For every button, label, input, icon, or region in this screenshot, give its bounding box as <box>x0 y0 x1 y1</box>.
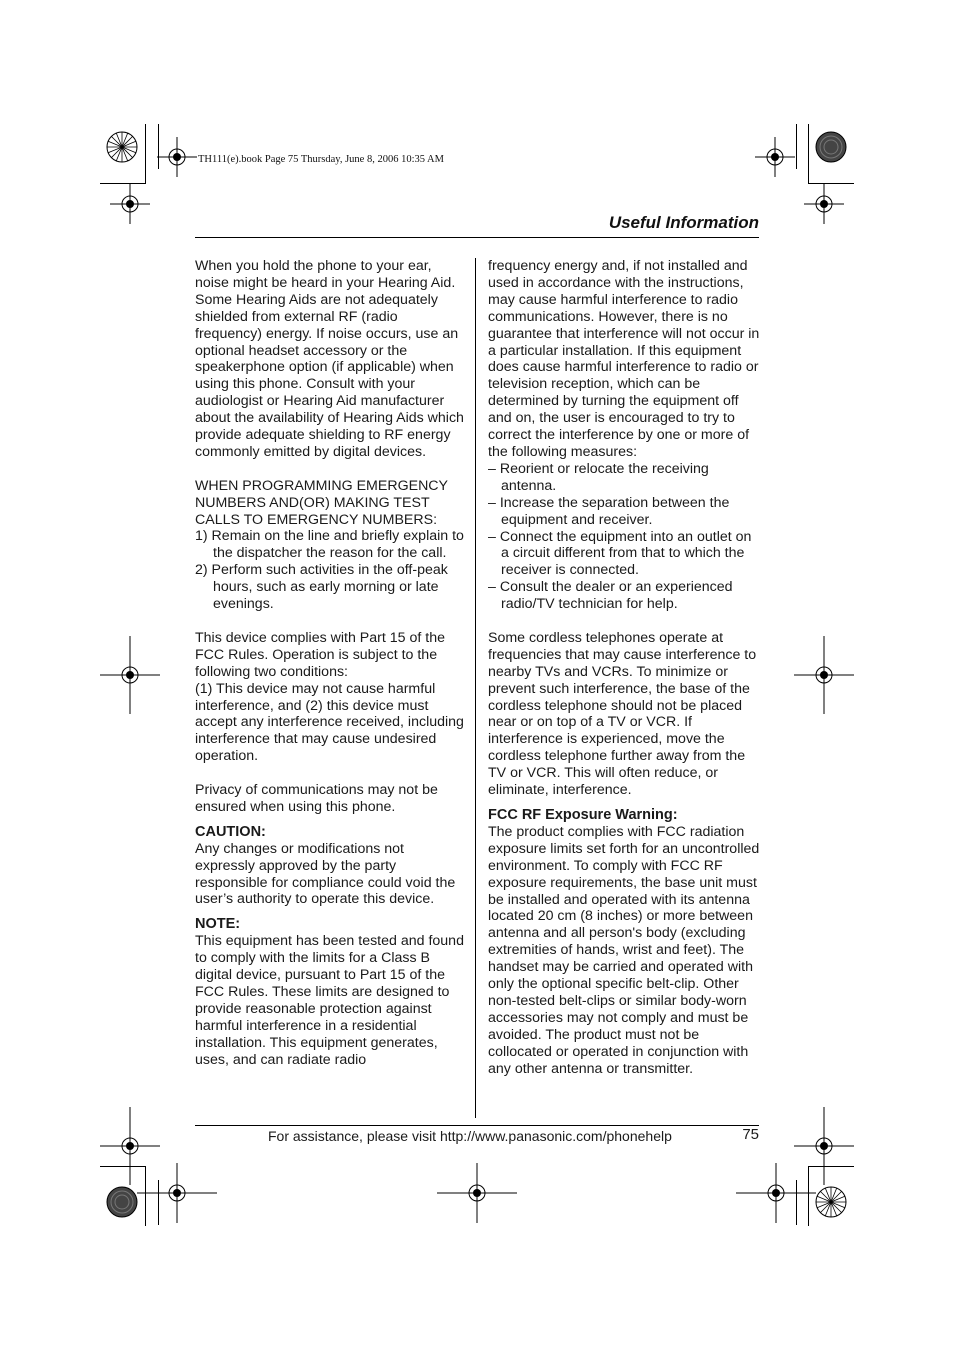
crosshair-upper-left-icon <box>110 184 150 224</box>
note-heading: NOTE: <box>195 916 241 933</box>
registration-disc-top-right-icon <box>815 131 847 163</box>
rf-exposure-heading: FCC RF Exposure Warning: <box>488 806 678 823</box>
registration-disc-bottom-left-icon <box>106 1186 138 1218</box>
left-column <box>195 258 467 1069</box>
caution-paragraph: Any changes or modifications not expressly approved by the party responsible for compliance could void the user’s authority to operate this device. <box>195 840 456 908</box>
footer-rule <box>195 1125 759 1126</box>
crosshair-upper-right-icon <box>804 184 844 224</box>
crosshair-bottom-center-icon <box>437 1163 517 1223</box>
column-divider <box>475 258 476 1118</box>
registration-wheel-top-left-icon <box>106 131 138 163</box>
fcc-conditions-paragraph: (1) This device may not cause harmful interference, and (2) this device must accept any interference received, including interference that may cause undesired operation. <box>195 680 464 765</box>
crosshair-mid-right-icon <box>794 636 854 714</box>
emergency-item: 2) Perform such activities in the off-peak hours, such as early morning or late evenings. <box>195 562 448 613</box>
emergency-heading: WHEN PROGRAMMING EMERGENCY NUMBERS AND(OR) MAKING TEST CALLS TO EMERGENCY NUMBERS: <box>195 477 448 528</box>
measure-item: – Consult the dealer or an experienced radio/TV technician for help. <box>488 579 733 613</box>
rf-exposure-paragraph: The product complies with FCC radiation exposure limits set forth for an uncontrolled environment. To comply with FCC RF exposure requirements, the base unit must be installed and operated with its antenna located 20 cm (8 inches) or more between antenna and all person's body (excluding extremities of hands, wrist and feet). The handset may be carried and operated with only the optional specific belt-clip. Other non-tested belt-clips or similar body-worn accessories may not comply and must be avoided. The product must not be collocated or operated in conjunction with any other antenna or transmitter. <box>488 823 760 1077</box>
privacy-paragraph: Privacy of communications may not be ensured when using this phone. <box>195 782 438 815</box>
note-paragraph: This equipment has been tested and found to comply with the limits for a Class B digital device, pursuant to Part 15 of the FCC Rules. These limits are designed to provide reasonable protection against harmful interference in a residential installation. This equipment generates, uses, and can radiate radio <box>195 933 464 1068</box>
header-rule <box>195 237 759 238</box>
measure-item: – Connect the equipment into an outlet on a circuit different from that to which the receiver is connected. <box>488 528 752 579</box>
measure-item: – Reorient or relocate the receiving antenna. <box>488 460 709 494</box>
crosshair-top-right-icon <box>755 137 795 177</box>
measure-item: – Increase the separation between the equipment and receiver. <box>488 494 730 528</box>
print-info-header: TH111(e).book Page 75 Thursday, June 8, 2006 10:35 AM <box>198 154 444 165</box>
hearing-aid-paragraph: When you hold the phone to your ear, noise might be heard in your Hearing Aid. Some Hearing Aids are not adequately shielded from external RF (radio frequency) energy. If noise occurs, use an optional headset accessory or the speakerphone option (if applicable) when using this phone. Consult with your audiologist or Hearing Aid manufacturer about the availability of Hearing Aids which provide adequate shielding to RF energy commonly emitted by digital devices. <box>195 258 464 460</box>
emergency-item: 1) Remain on the line and briefly explain to the dispatcher the reason for the call. <box>195 528 464 562</box>
registration-wheel-bottom-right-icon <box>815 1186 847 1218</box>
right-column <box>488 258 760 1077</box>
crosshair-top-left-icon <box>157 137 197 177</box>
crosshair-mid-left-icon <box>100 636 160 714</box>
cordless-paragraph: Some cordless telephones operate at frequencies that may cause interference to nearby TVs and VCRs. To minimize or prevent such interference, the base of the cordless telephone should not be placed near or on top of a TV or VCR. If interference is experienced, move the cordless telephone further away from the TV or VCR. This will often reduce, or eliminate, interference. <box>488 629 757 799</box>
interference-paragraph: frequency energy and, if not installed and used in accordance with the instructions, may cause harmful interference to radio communications. However, there is no guarantee that interference will not occur in a particular installation. If this equipment does cause harmful interference to radio or television reception, which can be determined by turning the equipment off and on, the user is encouraged to try to correct the interference by one or more of the following measures: <box>488 258 760 460</box>
caution-heading: CAUTION: <box>195 823 266 840</box>
section-title: Useful Information <box>608 213 759 232</box>
crosshair-bottom-right-icon <box>736 1163 816 1223</box>
fcc-part15-paragraph: This device complies with Part 15 of the FCC Rules. Operation is subject to the following two conditions: <box>195 629 445 680</box>
crosshair-bottom-left-icon <box>137 1163 217 1223</box>
page-number: 75 <box>742 1126 759 1143</box>
assistance-text: For assistance, please visit http://www.panasonic.com/phonehelp <box>268 1128 672 1144</box>
